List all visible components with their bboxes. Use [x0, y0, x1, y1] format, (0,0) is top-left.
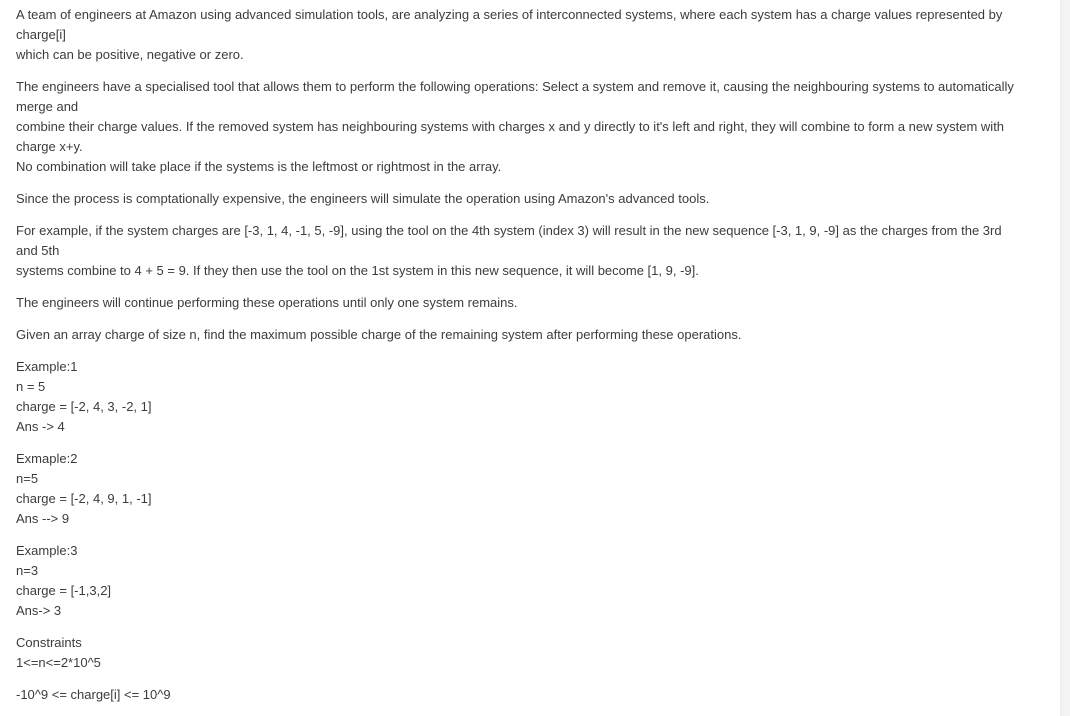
intro-paragraph: [16, 5, 1044, 65]
text-line: charge[i]: [16, 27, 66, 42]
example-charge: charge = [-1,3,2]: [16, 583, 112, 598]
example-charge: charge = [-2, 4, 3, -2, 1]: [16, 399, 152, 414]
example-title: Exmaple:2: [16, 451, 78, 466]
example-charge: charge = [-2, 4, 9, 1, -1]: [16, 491, 152, 506]
constraints: [16, 633, 1044, 673]
example-answer: Ans --> 9: [16, 511, 70, 526]
example-answer: Ans-> 3: [16, 603, 62, 618]
text-line: merge and: [16, 99, 79, 114]
example-n: n = 5: [16, 379, 46, 394]
example-answer: Ans -> 4: [16, 419, 65, 434]
text-line: The engineers have a specialised tool that allows them to perform the following operations: Select a system and remove it, causing the neighbouring systems to automatically: [16, 79, 1014, 94]
example-3: [16, 541, 1044, 621]
example-n: n=3: [16, 563, 39, 578]
constraints-heading: Constraints: [16, 635, 82, 650]
constraint-charge: -10^9 <= charge[i] <= 10^9: [16, 687, 171, 702]
constraint-charge-paragraph: [16, 685, 1044, 705]
text-line: and 5th: [16, 243, 60, 258]
example-title: Example:3: [16, 543, 78, 558]
text-line: For example, if the system charges are [-3, 1, 4, -1, 5, -9], using the tool on the 4th system (index 3) will result in the new sequence [-3, 1, 9, -9] as the charges from the 3rd: [16, 223, 1002, 238]
example-explanation-paragraph: [16, 221, 1044, 281]
task-paragraph: [16, 325, 1044, 345]
text-line: The engineers will continue performing these operations until only one system remains.: [16, 295, 518, 310]
text-line: charge x+y.: [16, 139, 83, 154]
text-line: systems combine to 4 + 5 = 9. If they then use the tool on the 1st system in this new sequence, it will become [1, 9, -9].: [16, 263, 699, 278]
example-2: [16, 449, 1044, 529]
example-title: Example:1: [16, 359, 78, 374]
example-1: [16, 357, 1044, 437]
example-n: n=5: [16, 471, 39, 486]
text-line: which can be positive, negative or zero.: [16, 47, 244, 62]
operation-paragraph: [16, 77, 1044, 177]
constraint-n: 1<=n<=2*10^5: [16, 655, 101, 670]
text-line: No combination will take place if the systems is the leftmost or rightmost in the array.: [16, 159, 502, 174]
simulation-paragraph: [16, 189, 1044, 209]
continue-paragraph: [16, 293, 1044, 313]
text-line: combine their charge values. If the removed system has neighbouring systems with charges x and y directly to it's left and right, they will combine to form a new system with: [16, 119, 1005, 134]
text-line: A team of engineers at Amazon using advanced simulation tools, are analyzing a series of interconnected systems, where each system has a charge values represented by: [16, 7, 1003, 22]
vertical-scrollbar[interactable]: [1060, 0, 1070, 716]
text-line: Since the process is comptationally expensive, the engineers will simulate the operation using Amazon's advanced tools.: [16, 191, 710, 206]
text-line: Given an array charge of size n, find the maximum possible charge of the remaining system after performing these operations.: [16, 327, 742, 342]
